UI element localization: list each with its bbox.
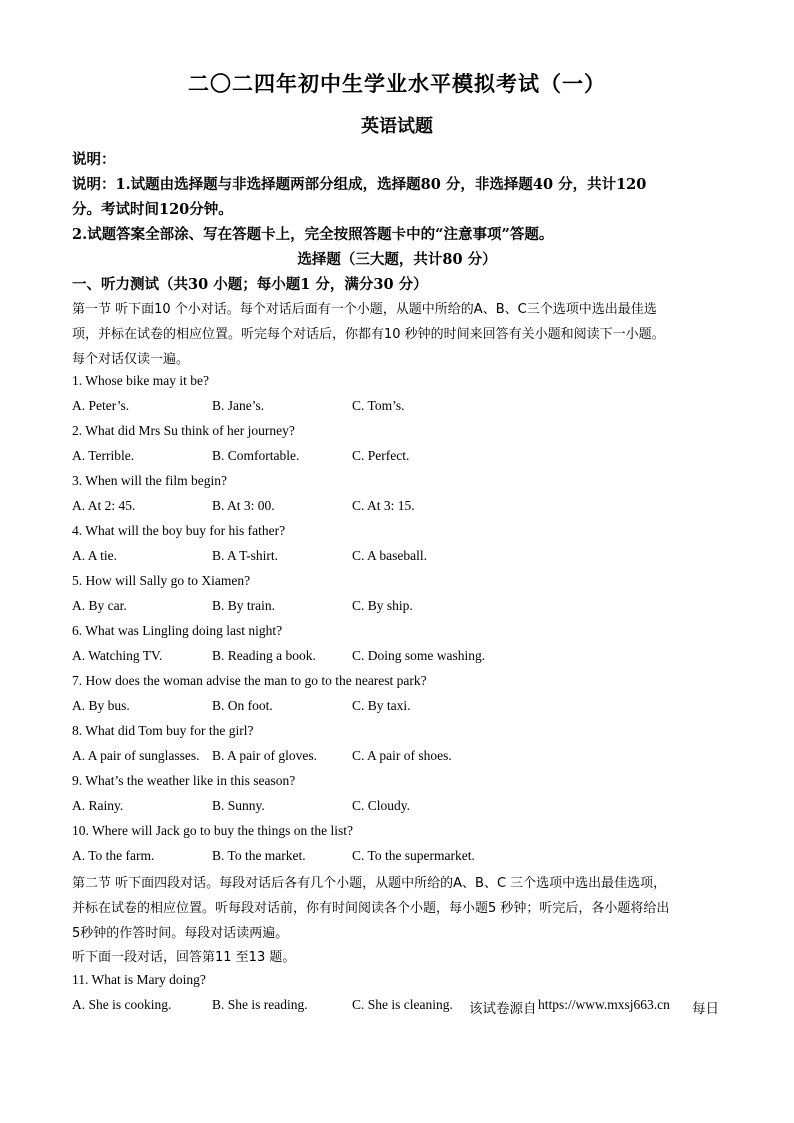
question-3-option-a: A. At 2: 45.: [72, 498, 136, 513]
question-2-stem: 2. What did Mrs Su think of her journey?: [72, 423, 295, 438]
section2-instructions-4: 听下面一段对话，回答第11 至13 题。: [72, 950, 296, 965]
question-8-option-c: C. A pair of shoes.: [352, 748, 452, 763]
question-11-stem: 11. What is Mary doing?: [72, 972, 206, 987]
question-2-option-c: C. Perfect.: [352, 448, 410, 463]
question-1-stem: 1. Whose bike may it be?: [72, 373, 209, 388]
watermark-tail: 每日: [692, 1001, 719, 1016]
section1-instructions-2: 项，并标在试卷的相应位置。听完每个对话后，你都有10 秒钟的时间来回答有关小题和阅读下一小题。: [72, 327, 665, 342]
question-9-option-a: A. Rainy.: [72, 798, 124, 813]
question-4-stem: 4. What will the boy buy for his father?: [72, 523, 286, 538]
section1-instructions-1: 第一节 听下面10 个小对话。每个对话后面有一个小题，从题中所给的A、B、C三个选项中选出最佳选: [72, 302, 657, 317]
question-7-option-a: A. By bus.: [72, 698, 130, 713]
question-3-option-b: B. At 3: 00.: [212, 498, 275, 513]
question-11-option-c: C. She is cleaning.: [352, 997, 453, 1012]
question-8-option-b: B. A pair of gloves.: [212, 748, 317, 763]
section2-instructions-2: 并标在试卷的相应位置。听每段对话前，你有时间阅读各个小题，每小题5 秒钟；听完后，各小题将给出: [72, 901, 670, 916]
question-5-stem: 5. How will Sally go to Xiamen?: [72, 573, 251, 588]
question-7-option-c: C. By taxi.: [352, 698, 411, 713]
watermark-url: https://www.mxsj663.cn: [538, 997, 670, 1012]
question-8-stem: 8. What did Tom buy for the girl?: [72, 723, 254, 738]
question-11-option-a: A. She is cooking.: [72, 997, 172, 1012]
question-2-option-a: A. Terrible.: [72, 448, 135, 463]
question-6-option-a: A. Watching TV.: [72, 648, 163, 663]
question-10-option-b: B. To the market.: [212, 848, 306, 863]
instructions-label: 说明：: [72, 151, 116, 168]
question-6-option-c: C. Doing some washing.: [352, 648, 486, 663]
section-heading: 选择题（三大题，共计80 分）: [297, 251, 497, 268]
question-1-option-b: B. Jane’s.: [212, 398, 265, 413]
exam-subtitle: 英语试题: [361, 116, 433, 137]
question-2-option-b: B. Comfortable.: [212, 448, 300, 463]
question-10-option-a: A. To the farm.: [72, 848, 155, 863]
question-3-stem: 3. When will the film begin?: [72, 473, 227, 488]
question-1-option-c: C. Tom’s.: [352, 398, 405, 413]
section1-instructions-3: 每个对话仅读一遍。: [72, 352, 190, 367]
question-3-option-c: C. At 3: 15.: [352, 498, 415, 513]
question-7-option-b: B. On foot.: [212, 698, 273, 713]
section2-instructions-3: 5秒钟的作答时间。每段对话读两遍。: [72, 926, 289, 941]
question-5-option-c: C. By ship.: [352, 598, 413, 613]
question-1-option-a: A. Peter’s.: [72, 398, 130, 413]
question-9-option-c: C. Cloudy.: [352, 798, 411, 813]
question-4-option-c: C. A baseball.: [352, 548, 427, 563]
watermark-text: 该试卷源自: [469, 1001, 537, 1016]
exam-title: 二〇二四年初中生学业水平模拟考试（一）: [188, 71, 606, 96]
question-6-option-b: B. Reading a book.: [212, 648, 316, 663]
question-5-option-b: B. By train.: [212, 598, 275, 613]
question-11-option-b: B. She is reading.: [212, 997, 308, 1012]
section2-instructions-1: 第二节 听下面四段对话。每段对话后各有几个小题，从题中所给的A、B、C 三个选项中选出最佳选项，: [72, 876, 667, 891]
question-10-stem: 10. Where will Jack go to buy the things on the list?: [72, 823, 353, 838]
question-10-option-c: C. To the supermarket.: [352, 848, 475, 863]
question-9-stem: 9. What’s the weather like in this season?: [72, 773, 296, 788]
question-5-option-a: A. By car.: [72, 598, 127, 613]
question-9-option-b: B. Sunny.: [212, 798, 265, 813]
instructions-line-3: 2.试题答案全部涂、写在答题卡上，完全按照答题卡中的“注意事项”答题。: [72, 226, 554, 243]
instructions-line-2: 分。考试时间120分钟。: [72, 201, 233, 218]
part1-heading: 一、听力测试（共30 小题；每小题1 分，满分30 分）: [72, 276, 428, 293]
question-8-option-a: A. A pair of sunglasses.: [72, 748, 200, 763]
question-6-stem: 6. What was Lingling doing last night?: [72, 623, 283, 638]
question-7-stem: 7. How does the woman advise the man to go to the nearest park?: [72, 673, 427, 688]
question-4-option-b: B. A T-shirt.: [212, 548, 279, 563]
instructions-line-1: 说明：1.试题由选择题与非选择题两部分组成，选择题80 分，非选择题40 分，共计120: [72, 176, 647, 193]
question-4-option-a: A. A tie.: [72, 548, 118, 563]
